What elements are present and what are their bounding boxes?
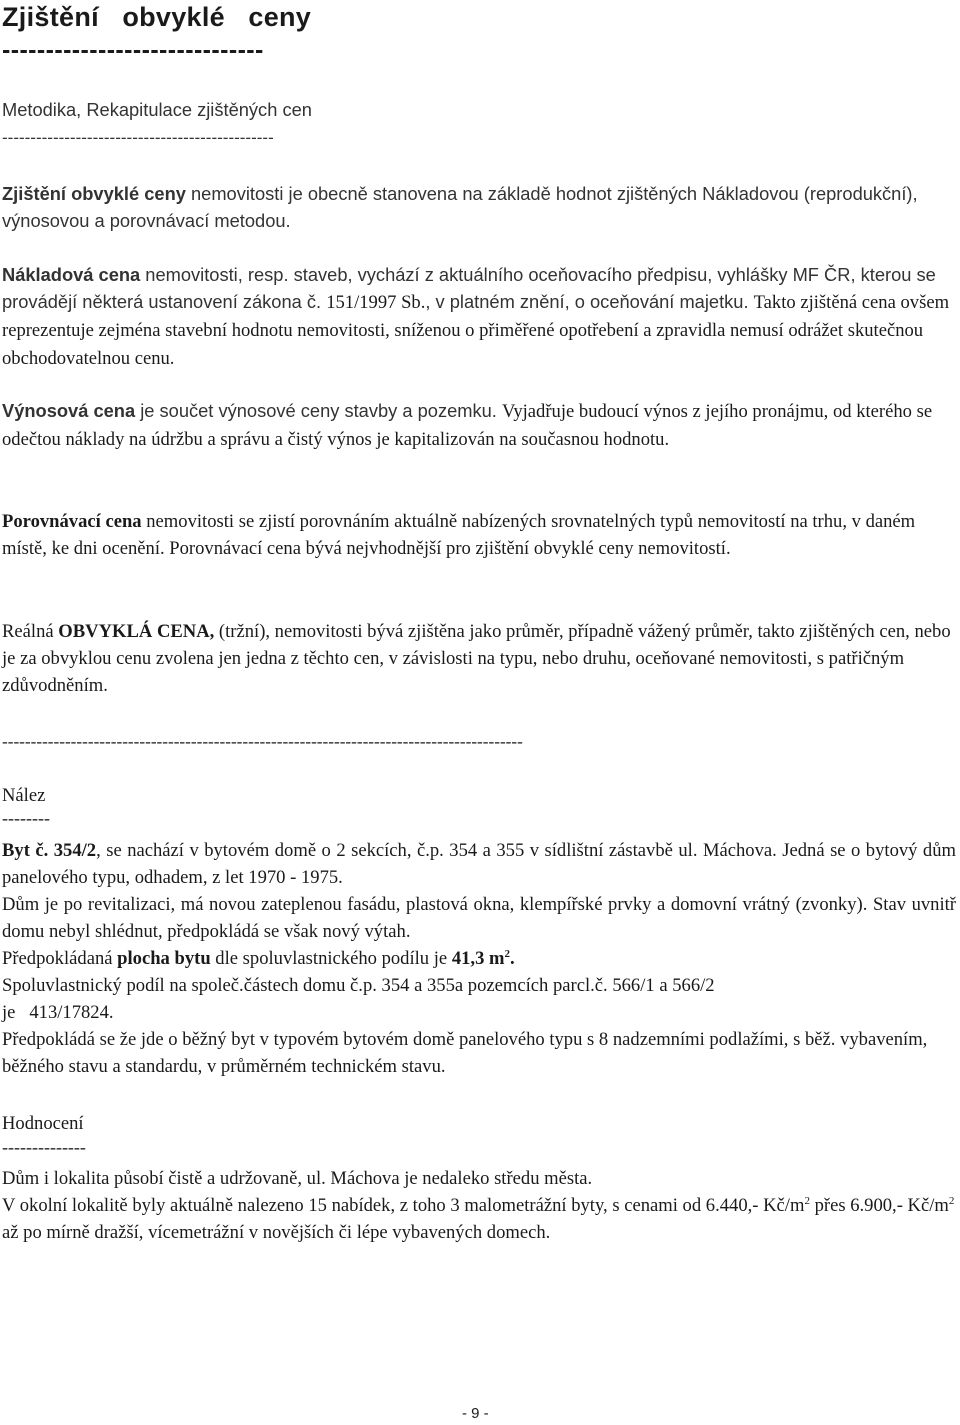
hodnoceni-paragraph	[2, 1192, 956, 1246]
section-heading: Metodika, Rekapitulace zjištěných cen	[2, 99, 312, 120]
nalez-underline: --------	[2, 808, 50, 828]
podil-line-2: je 413/17824.	[2, 1002, 114, 1023]
byt-bold: Byt č. 354/2	[2, 840, 97, 861]
realna-pre: Reálná	[2, 621, 59, 642]
dum-text: Dům je po revitalizaci, má novou zateplenou fasádu, plastová okna, klempířské prvky a domovní vrátný (zvonky). Stav uvnitř domu nebyl shlédnut, předpokládá se však nový výtah.	[2, 894, 956, 942]
predpoklada-text: Předpokládá se že jde o běžný byt v typovém bytovém domě panelového typu s 8 nadzemními podlažími, s běž. vybavením, běžného stavu a standardu, v průměrném technickém stavu.	[2, 1029, 928, 1077]
plocha-mid: dle spoluvlastnického podílu je	[210, 948, 452, 969]
hodnoceni-text-a: V okolní lokalitě byly aktuálně nalezeno 15 nabídek, z toho 3 malometrážní byty, s cenami od 6.440,- Kč/m	[2, 1195, 805, 1216]
dum-paragraph	[2, 891, 956, 945]
nakladova-paragraph	[2, 261, 956, 372]
plocha-pre: Předpokládaná	[2, 948, 118, 969]
section-underline: ------------------------------------------------	[2, 128, 274, 147]
vynosova-serif-text: Vyjadřuje budoucí výnos z jejího pronájmu, od kterého se odečtou náklady na údržbu a správu a čistý výnos je kapitalizován na současnou hodnotu.	[2, 401, 933, 450]
separator-rule: -------------------------------------------------------------------------------------------	[2, 732, 523, 751]
porovnavaci-text: nemovitosti se zjistí porovnáním aktuálně nabízených srovnatelných typů nemovitostí na trhu, v daném místě, ke dni ocenění. Porovnávací cena bývá nejvhodnější pro zjištění obvyklé ceny nemovitostí.	[2, 511, 916, 559]
intro-paragraph	[2, 180, 956, 234]
page-number: - 9 -	[462, 1405, 489, 1422]
hodnoceni-underline: --------------	[2, 1137, 86, 1157]
nakladova-bold: Nákladová cena	[2, 264, 141, 285]
intro-bold: Zjištění obvyklé ceny	[2, 183, 186, 204]
nakladova-text-b: , v platném znění, o oceňování majetku.	[425, 291, 754, 312]
vynosova-text: je součet výnosové ceny stavby a pozemku.	[135, 400, 502, 421]
nakladova-text: nemovitosti, resp. staveb, vychází z aktuálního oceňovacího předpisu, vyhlášky MF ČR, kterou se provádějí některá ustanovení zákona č.	[2, 264, 936, 312]
plocha-sup: 2	[504, 947, 511, 960]
porovnavaci-paragraph	[2, 508, 956, 562]
plocha-value: 41,3 m	[451, 948, 505, 969]
byt-text: , se nachází v bytovém domě o 2 sekcích, č.p. 354 a 355 v sídlištní zástavbě ul. Máchova. Jedná se o bytový dům panelového typu, odhadem, z let 1970 - 1975.	[2, 840, 956, 888]
predpoklada-paragraph	[2, 1026, 956, 1080]
nakladova-law: 151/1997 Sb.	[326, 292, 426, 313]
vynosova-bold: Výnosová cena	[2, 400, 136, 421]
hodnoceni-line-1: Dům i lokalita působí čistě a udržovaně, ul. Máchova je nedaleko středu města.	[2, 1168, 593, 1189]
porovnavaci-bold: Porovnávací cena	[2, 511, 142, 532]
hodnoceni-sup-a: 2	[804, 1194, 810, 1207]
page-title: Zjištění obvyklé ceny	[2, 2, 312, 32]
realna-paragraph	[2, 618, 956, 699]
nakladova-serif-text: Takto zjištěná cena ovšem reprezentuje zejména stavební hodnotu nemovitosti, sníženou o přiměřené opotřebení a zpravidla nemusí odrážet skutečnou obchodovatelnou cenu.	[2, 292, 950, 369]
byt-paragraph	[2, 837, 956, 891]
title-underline: ------------------------------	[2, 36, 264, 64]
realna-bold: OBVYKLÁ CENA,	[58, 621, 215, 642]
realna-text: (tržní), nemovitosti bývá zjištěna jako průměr, případně vážený průměr, takto zjištěných cen, nebo je za obvyklou cenu zvolena jen jedna z těchto cen, v závislosti na typu, nebo druhu, oceňované nemovitosti, s patřičným zdůvodněním.	[2, 621, 951, 696]
hodnoceni-text-c: až po mírně dražší, vícemetrážní v novějších či lépe vybavených domech.	[2, 1222, 551, 1243]
plocha-bold: plocha bytu	[117, 948, 211, 969]
vynosova-paragraph	[2, 397, 956, 453]
plocha-line	[2, 945, 515, 972]
nalez-heading: Nález	[2, 785, 46, 806]
intro-text: nemovitosti je obecně stanovena na základě hodnot zjištěných Nákladovou (reprodukční), výnosovou a porovnávací metodou.	[2, 183, 918, 231]
hodnoceni-sup-b: 2	[948, 1194, 955, 1207]
hodnoceni-text-b: přes 6.900,- Kč/m	[809, 1195, 949, 1216]
hodnoceni-heading: Hodnocení	[2, 1113, 84, 1134]
plocha-end: .	[510, 948, 515, 969]
podil-line-1: Spoluvlastnický podíl na společ.částech domu č.p. 354 a 355a pozemcích parcl.č. 566/1 a 566/2	[2, 975, 715, 996]
